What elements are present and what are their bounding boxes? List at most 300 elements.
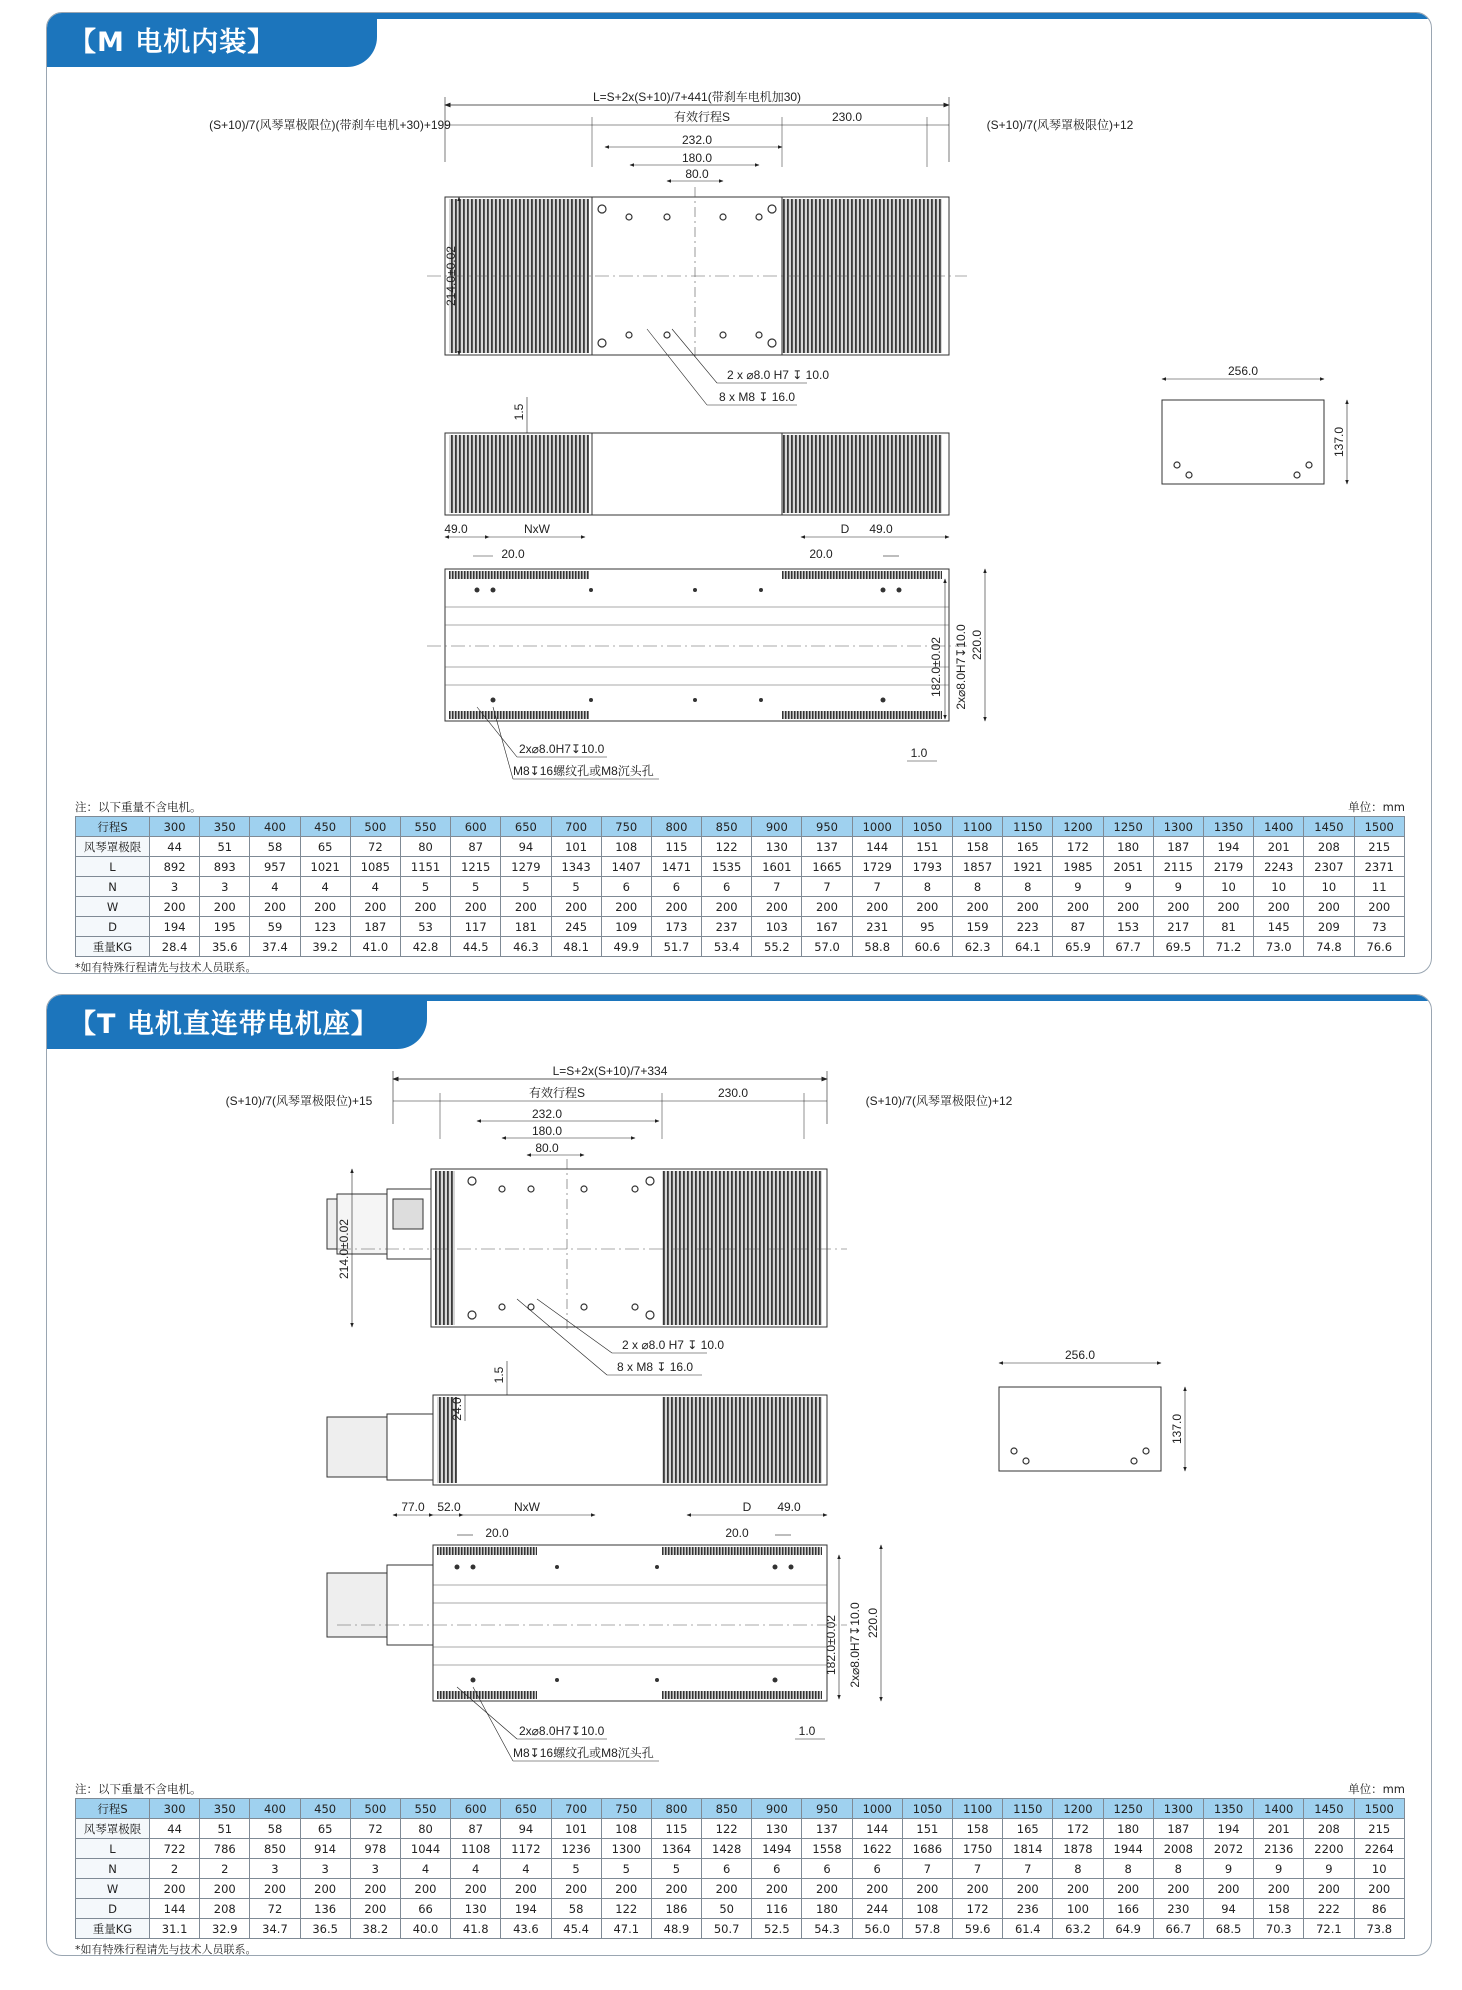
table-cell: 6: [651, 877, 701, 897]
table-cell: 71.2: [1203, 937, 1253, 957]
table-cell: 1558: [802, 1839, 852, 1859]
table-cell: 209: [1304, 917, 1354, 937]
note-row: [75, 1781, 1405, 1797]
table-cell: 3: [250, 1859, 300, 1879]
table-cell: 1793: [902, 857, 952, 877]
table-cell: 200: [1304, 1879, 1354, 1899]
table-cell: 51.7: [651, 937, 701, 957]
table-cell: 200: [150, 897, 200, 917]
table-cell: 1814: [1003, 1839, 1053, 1859]
dim-52: 52.0: [437, 1500, 461, 1514]
dim-230: 230.0: [717, 1086, 749, 1100]
table-cell: 1878: [1053, 1839, 1103, 1859]
section-title: 【T 电机直连带电机座】: [47, 1001, 427, 1049]
table-cell: 9: [1254, 1859, 1304, 1879]
dim-220: 220.0: [866, 1607, 880, 1639]
table-cell: 72: [350, 1819, 400, 1839]
table-cell: 4: [300, 877, 350, 897]
dim-24: 24.0: [450, 1397, 464, 1421]
table-cell: 180: [802, 1899, 852, 1919]
stroke-cell: 700: [551, 1799, 601, 1819]
table-cell: 1364: [651, 1839, 701, 1859]
dim-180: 180.0: [681, 151, 713, 165]
table-cell: 31.1: [150, 1919, 200, 1939]
table-cell: 10: [1354, 1859, 1405, 1879]
table-cell: 60.6: [902, 937, 952, 957]
table-cell: 55.2: [752, 937, 802, 957]
table-cell: 76.6: [1354, 937, 1405, 957]
dim-pin-vertical: 2x⌀8.0H7↧10.0: [954, 624, 968, 710]
dim-1-5: 1.5: [492, 1366, 506, 1384]
table-cell: 4: [400, 1859, 450, 1879]
table-cell: 201: [1254, 837, 1304, 857]
dim-137: 137.0: [1170, 1413, 1184, 1445]
dim-182: 182.0±0.02: [824, 1615, 838, 1675]
stroke-cell: 550: [400, 817, 450, 837]
footnote: *如有特殊行程请先与技术人员联系。: [75, 961, 257, 974]
stroke-cell: 400: [250, 817, 300, 837]
table-cell: 5: [551, 1859, 601, 1879]
table-cell: 200: [802, 1879, 852, 1899]
table-cell: 236: [1003, 1899, 1053, 1919]
stroke-cell: 800: [651, 1799, 701, 1819]
stroke-cell: 600: [451, 1799, 501, 1819]
table-cell: 101: [551, 1819, 601, 1839]
table-cell: 72: [250, 1899, 300, 1919]
stroke-cell: 1300: [1153, 817, 1203, 837]
table-cell: 48.9: [651, 1919, 701, 1939]
table-cell: 10: [1203, 877, 1253, 897]
table-cell: 200: [651, 1879, 701, 1899]
stroke-cell: 1200: [1053, 817, 1103, 837]
table-cell: 159: [953, 917, 1003, 937]
table-cell: 144: [150, 1899, 200, 1919]
table-cell: 208: [1304, 1819, 1354, 1839]
table-cell: 46.3: [501, 937, 551, 957]
stroke-cell: 1000: [852, 1799, 902, 1819]
table-cell: 1108: [451, 1839, 501, 1859]
table-cell: 223: [1003, 917, 1053, 937]
table-cell: 231: [852, 917, 902, 937]
dim-left-offset: (S+10)/7(风琴罩极限位)+15: [225, 1094, 373, 1108]
stroke-cell: 900: [752, 1799, 802, 1819]
table-cell: 9: [1103, 877, 1153, 897]
table-cell: 1622: [852, 1839, 902, 1859]
table-cell: 94: [1203, 1899, 1253, 1919]
table-cell: 200: [150, 1879, 200, 1899]
table-cell: 194: [150, 917, 200, 937]
table-cell: 3: [350, 1859, 400, 1879]
table-cell: 44: [150, 837, 200, 857]
table-cell: 1857: [953, 857, 1003, 877]
table-row: [76, 937, 1405, 957]
table-cell: 34.7: [250, 1919, 300, 1939]
table-cell: 47.1: [601, 1919, 651, 1939]
table-cell: 200: [350, 1879, 400, 1899]
table-cell: 208: [200, 1899, 250, 1919]
table-cell: 41.0: [350, 937, 400, 957]
table-cell: 1085: [350, 857, 400, 877]
table-cell: 1236: [551, 1839, 601, 1859]
table-cell: 3: [200, 877, 250, 897]
table-cell: 2051: [1103, 857, 1153, 877]
table-cell: 7: [752, 877, 802, 897]
table-cell: 116: [752, 1899, 802, 1919]
table-cell: 1279: [501, 857, 551, 877]
table-row: [76, 877, 1405, 897]
table-cell: 200: [350, 1899, 400, 1919]
table-cell: 51: [200, 837, 250, 857]
stroke-cell: 1250: [1103, 817, 1153, 837]
stroke-cell: 1050: [902, 817, 952, 837]
dim-pin-vertical: 2x⌀8.0H7↧10.0: [848, 1602, 862, 1688]
dim-49-right: 49.0: [777, 1500, 801, 1514]
row-label: L: [76, 1839, 150, 1859]
table-cell: 200: [852, 897, 902, 917]
table-cell: 57.8: [902, 1919, 952, 1939]
stroke-cell: 700: [551, 817, 601, 837]
table-cell: 63.2: [1053, 1919, 1103, 1939]
table-cell: 200: [551, 1879, 601, 1899]
table-cell: 850: [250, 1839, 300, 1859]
table-cell: 187: [350, 917, 400, 937]
table-cell: 52.5: [752, 1919, 802, 1939]
table-cell: 117: [451, 917, 501, 937]
stroke-cell: 1400: [1254, 817, 1304, 837]
table-cell: 137: [802, 1819, 852, 1839]
stroke-cell: 1100: [953, 1799, 1003, 1819]
table-cell: 1428: [702, 1839, 752, 1859]
table-cell: 6: [702, 1859, 752, 1879]
table-cell: 180: [1103, 1819, 1153, 1839]
table-cell: 10: [1254, 877, 1304, 897]
table-cell: 200: [702, 897, 752, 917]
table-cell: 44.5: [451, 937, 501, 957]
table-cell: 9: [1304, 1859, 1354, 1879]
table-cell: 172: [1053, 1819, 1103, 1839]
table-cell: 200: [1354, 897, 1405, 917]
section-t-drawing: [47, 1049, 1432, 1779]
table-cell: 9: [1053, 877, 1103, 897]
table-cell: 53: [400, 917, 450, 937]
table-cell: 200: [451, 897, 501, 917]
stroke-cell: 1200: [1053, 1799, 1103, 1819]
table-cell: 200: [1203, 897, 1253, 917]
stroke-cell: 850: [702, 817, 752, 837]
table-cell: 1151: [400, 857, 450, 877]
table-cell: 201: [1254, 1819, 1304, 1839]
table-row: [76, 1859, 1405, 1879]
dim-d-label: D: [742, 1500, 752, 1514]
row-label: N: [76, 877, 150, 897]
table-cell: 10: [1304, 877, 1354, 897]
row-label: 风琴罩极限: [76, 837, 150, 857]
stroke-cell: 850: [702, 1799, 752, 1819]
stroke-cell: 500: [350, 817, 400, 837]
table-cell: 87: [451, 837, 501, 857]
stroke-cell: 500: [350, 1799, 400, 1819]
table-cell: 100: [1053, 1899, 1103, 1919]
table-cell: 978: [350, 1839, 400, 1859]
dim-77: 77.0: [401, 1500, 425, 1514]
table-cell: 215: [1354, 837, 1405, 857]
table-cell: 1471: [651, 857, 701, 877]
table-cell: 8: [953, 877, 1003, 897]
dim-1-0: 1.0: [798, 1724, 816, 1738]
table-cell: 2307: [1304, 857, 1354, 877]
stroke-cell: 600: [451, 817, 501, 837]
stroke-cell: 650: [501, 817, 551, 837]
dim-20-left: 20.0: [501, 547, 525, 561]
table-cell: 44: [150, 1819, 200, 1839]
dim-right-offset: (S+10)/7(风琴罩极限位)+12: [865, 1094, 1013, 1108]
dim-232: 232.0: [681, 133, 713, 147]
stroke-cell: 1000: [852, 817, 902, 837]
table-cell: 4: [501, 1859, 551, 1879]
table-row: [76, 1919, 1405, 1939]
table-cell: 61.4: [1003, 1919, 1053, 1939]
table-cell: 200: [250, 1879, 300, 1899]
table-cell: 7: [852, 877, 902, 897]
table-cell: 200: [902, 1879, 952, 1899]
dim-total-length: L=S+2x(S+10)/7+334: [552, 1064, 668, 1078]
table-cell: 2008: [1153, 1839, 1203, 1859]
table-cell: 786: [200, 1839, 250, 1859]
table-cell: 130: [752, 837, 802, 857]
table-cell: 173: [651, 917, 701, 937]
section-m-drawing: [47, 67, 1432, 797]
table-cell: 200: [350, 897, 400, 917]
dim-hole-m8: 8 x M8 ↧ 16.0: [719, 390, 796, 404]
table-cell: 130: [451, 1899, 501, 1919]
table-cell: 56.0: [852, 1919, 902, 1939]
table-cell: 8: [1003, 877, 1053, 897]
table-cell: 66.7: [1153, 1919, 1203, 1939]
table-cell: 200: [1003, 897, 1053, 917]
table-cell: 200: [250, 897, 300, 917]
section-title: 【M 电机内装】: [47, 19, 377, 67]
dim-214: 214.0±0.02: [337, 1219, 351, 1279]
stroke-cell: 1350: [1203, 817, 1253, 837]
table-cell: 8: [1153, 1859, 1203, 1879]
dim-bottom-pin: 2x⌀8.0H7↧10.0: [519, 742, 605, 756]
table-cell: 237: [702, 917, 752, 937]
table-cell: 73.8: [1354, 1919, 1405, 1939]
table-cell: 50: [702, 1899, 752, 1919]
table-cell: 1535: [702, 857, 752, 877]
table-cell: 2371: [1354, 857, 1405, 877]
table-cell: 172: [1053, 837, 1103, 857]
table-cell: 6: [802, 1859, 852, 1879]
table-cell: 200: [1354, 1879, 1405, 1899]
stroke-cell: 900: [752, 817, 802, 837]
table-cell: 43.6: [501, 1919, 551, 1939]
table-cell: 144: [852, 1819, 902, 1839]
table-cell: 136: [300, 1899, 350, 1919]
row-label: 风琴罩极限: [76, 1819, 150, 1839]
table-cell: 200: [1053, 1879, 1103, 1899]
dim-137: 137.0: [1332, 426, 1346, 458]
table-cell: 122: [601, 1899, 651, 1919]
dim-effective-stroke: 有效行程S: [673, 110, 731, 124]
table-cell: 48.1: [551, 937, 601, 957]
table-cell: 59: [250, 917, 300, 937]
table-cell: 200: [1153, 1879, 1203, 1899]
table-row: [76, 1839, 1405, 1859]
dim-right-offset: (S+10)/7(风琴罩极限位)+12: [986, 118, 1134, 132]
table-cell: 73.0: [1254, 937, 1304, 957]
table-cell: 38.2: [350, 1919, 400, 1939]
table-cell: 194: [501, 1899, 551, 1919]
table-cell: 200: [902, 897, 952, 917]
stroke-cell: 1500: [1354, 1799, 1405, 1819]
unit-label: 单位：mm: [1348, 1782, 1405, 1796]
table-cell: 9: [1153, 877, 1203, 897]
table-cell: 166: [1103, 1899, 1153, 1919]
table-cell: 50.7: [702, 1919, 752, 1939]
note-row: [75, 799, 1405, 815]
table-cell: 5: [501, 877, 551, 897]
table-cell: 109: [601, 917, 651, 937]
table-row: [76, 1899, 1405, 1919]
table-cell: 153: [1103, 917, 1153, 937]
table-cell: 80: [400, 837, 450, 857]
dim-effective-stroke: 有效行程S: [528, 1086, 586, 1100]
table-cell: 5: [400, 877, 450, 897]
table-cell: 36.5: [300, 1919, 350, 1939]
stroke-cell: 1100: [953, 817, 1003, 837]
table-cell: 5: [551, 877, 601, 897]
table-cell: 86: [1354, 1899, 1405, 1919]
dim-220: 220.0: [970, 629, 984, 661]
table-row: [76, 897, 1405, 917]
dim-1-5: 1.5: [512, 403, 526, 421]
table-cell: 39.2: [300, 937, 350, 957]
dim-left-offset: (S+10)/7(风琴罩极限位)(带刹车电机+30)+199: [209, 118, 451, 132]
table-cell: 1750: [953, 1839, 1003, 1859]
table-cell: 158: [953, 837, 1003, 857]
table-cell: 9: [1203, 1859, 1253, 1879]
stroke-cell: 950: [802, 1799, 852, 1819]
table-cell: 200: [400, 897, 450, 917]
unit-label: 单位：mm: [1348, 800, 1405, 814]
table-cell: 200: [200, 1879, 250, 1899]
spec-table: [75, 816, 1405, 957]
table-cell: 200: [1254, 1879, 1304, 1899]
table-row: [76, 1879, 1405, 1899]
table-cell: 208: [1304, 837, 1354, 857]
stroke-cell: 450: [300, 817, 350, 837]
table-cell: 893: [200, 857, 250, 877]
stroke-cell: 950: [802, 817, 852, 837]
table-cell: 6: [752, 1859, 802, 1879]
dim-d-label: D: [840, 522, 850, 536]
dim-nxw: NxW: [524, 522, 550, 536]
table-cell: 914: [300, 1839, 350, 1859]
table-cell: 123: [300, 917, 350, 937]
table-cell: 200: [1053, 897, 1103, 917]
stroke-cell: 1400: [1254, 1799, 1304, 1819]
table-cell: 1172: [501, 1839, 551, 1859]
table-cell: 1407: [601, 857, 651, 877]
dim-bottom-m8: M8↧16螺纹孔或M8沉头孔: [513, 764, 654, 778]
table-cell: 1729: [852, 857, 902, 877]
table-cell: 200: [451, 1879, 501, 1899]
table-cell: 200: [200, 897, 250, 917]
table-cell: 58: [250, 837, 300, 857]
stroke-cell: 650: [501, 1799, 551, 1819]
table-cell: 194: [1203, 1819, 1253, 1839]
row-label: 行程S: [76, 817, 150, 837]
table-cell: 3: [150, 877, 200, 897]
stroke-cell: 800: [651, 817, 701, 837]
table-cell: 200: [702, 1879, 752, 1899]
weight-note: 注：以下重量不含电机。: [75, 1782, 202, 1796]
stroke-cell: 400: [250, 1799, 300, 1819]
table-cell: 1215: [451, 857, 501, 877]
table-cell: 181: [501, 917, 551, 937]
table-cell: 64.9: [1103, 1919, 1153, 1939]
row-label: W: [76, 1879, 150, 1899]
dim-80: 80.0: [535, 1141, 559, 1155]
table-cell: 40.0: [400, 1919, 450, 1939]
table-cell: 215: [1354, 1819, 1405, 1839]
table-cell: 200: [501, 1879, 551, 1899]
table-cell: 122: [702, 1819, 752, 1839]
table-cell: 67.7: [1103, 937, 1153, 957]
table-cell: 115: [651, 1819, 701, 1839]
table-cell: 158: [953, 1819, 1003, 1839]
stroke-cell: 1450: [1304, 1799, 1354, 1819]
table-cell: 200: [1103, 1879, 1153, 1899]
table-cell: 200: [400, 1879, 450, 1899]
table-row: [76, 837, 1405, 857]
table-cell: 8: [1103, 1859, 1153, 1879]
stroke-cell: 350: [200, 1799, 250, 1819]
table-cell: 103: [752, 917, 802, 937]
table-cell: 64.1: [1003, 937, 1053, 957]
table-cell: 1944: [1103, 1839, 1153, 1859]
table-cell: 151: [902, 837, 952, 857]
table-cell: 3: [300, 1859, 350, 1879]
table-cell: 180: [1103, 837, 1153, 857]
table-cell: 200: [1203, 1879, 1253, 1899]
table-cell: 32.9: [200, 1919, 250, 1939]
table-cell: 73: [1354, 917, 1405, 937]
table-cell: 200: [802, 897, 852, 917]
table-cell: 230: [1153, 1899, 1203, 1919]
table-cell: 200: [601, 1879, 651, 1899]
stroke-cell: 1050: [902, 1799, 952, 1819]
dim-230: 230.0: [831, 110, 863, 124]
table-cell: 244: [852, 1899, 902, 1919]
row-label: L: [76, 857, 150, 877]
dim-182: 182.0±0.02: [929, 637, 943, 697]
table-cell: 70.3: [1254, 1919, 1304, 1939]
table-cell: 722: [150, 1839, 200, 1859]
table-header-row: [76, 1799, 1405, 1819]
row-label: N: [76, 1859, 150, 1879]
table-row: [76, 917, 1405, 937]
table-cell: 200: [300, 897, 350, 917]
table-cell: 5: [451, 877, 501, 897]
dim-256: 256.0: [1227, 364, 1259, 378]
dim-nxw: NxW: [514, 1500, 540, 1514]
table-cell: 892: [150, 857, 200, 877]
table-cell: 4: [250, 877, 300, 897]
dim-49-right: 49.0: [869, 522, 893, 536]
table-cell: 165: [1003, 1819, 1053, 1839]
